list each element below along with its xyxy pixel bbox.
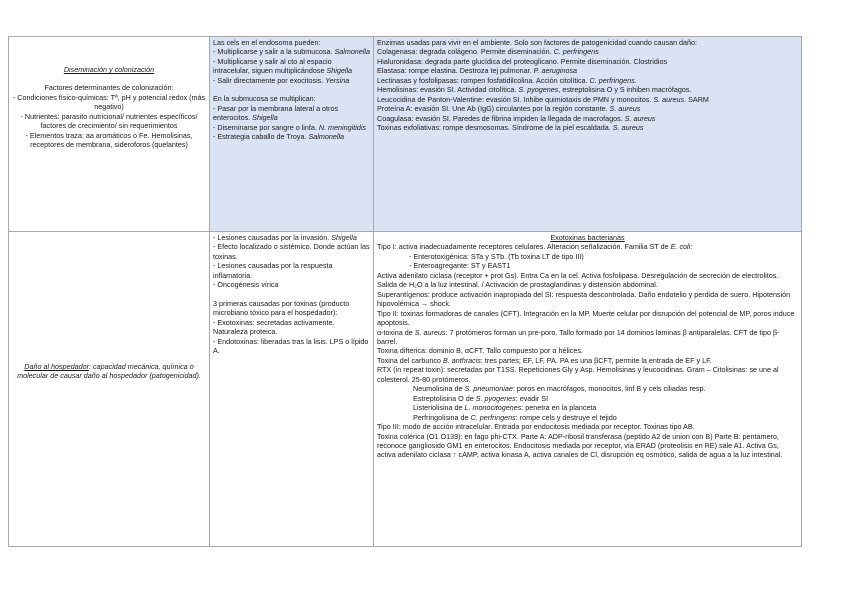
damage-cell <box>9 232 210 547</box>
text-line: Toxinas exfoliativas: rompe desmosomas. Síndrome de la piel escaldada. S. aureus <box>377 123 644 133</box>
text-line: Hialuronidasa: degrada parte glucídica del proteoglicano. Permite diseminación. Clostridios <box>377 56 668 66</box>
text-line: Enzimas usadas para vivir en el ambiente. Solo son factores de patogenicidad cuando causan daño: <box>377 38 698 47</box>
text-line: Tipo II: toxinas formadoras de canales (CFT). Integración en la MP. Muerte celular por disrupción del potencial de MP, poros induce apoptosis. <box>377 308 795 328</box>
species-name: N. meningitidis <box>318 122 367 132</box>
damage-desc: : capacidad mecánica, química o molecular de causar daño al hospedador (patogenicidad). <box>17 362 201 381</box>
text-line: - Endotoxinas: liberadas tras la lisis. LPS o lípido A. <box>213 336 369 355</box>
endosome-cell <box>210 37 374 232</box>
text-line: Lectinasas y fosfolipasas: rompen fosfatidilcolina. Acción citolítica. C. perfringens. <box>377 75 637 85</box>
text-line: - Pasar por la membrana lateral a otros enterocitos. Shigella <box>213 103 339 123</box>
text-line: - Diseminarse por sangre o linfa. N. meningitidis <box>213 122 367 132</box>
text-line: Toxina colérica (O1 O139): en fago phi-CTX. Parte A: ADP-ribosil transferasa (peptido A2 de union con B) Parte B: pentamero, reconoce gangliosido GM1 en enterocitos. Endocitosis mediada por receptor, vía ERAD (proteolisis en RE) sale A1. Activa Gs, activa adenilato ciclasa ↑ cAMP, activa kinasa A, activa canales de Cl, disrupción eq osmótico, salida de agua a la luz intestinal. <box>377 431 783 460</box>
species-name: S. pneumoniae <box>464 384 513 394</box>
species-name: S. aureus <box>612 123 644 133</box>
text-line: Listeriolisina de L. monocitogenes: penetra en la planceta <box>413 403 597 413</box>
text-line: Hemolisinas: evasión SI. Actividad citolítica. S. pyogenes, estreptolisina O y S inhiben macrófagos. <box>377 85 692 95</box>
text-line: RTX (in repeat toxin): secretadas por T1SS. Repeticiones Gly y Asp. Hemolisinas y leucocidinas. Gram – Citolisinas: se une al colesterol. 25-80 protómeros. <box>377 365 779 384</box>
factors-title: Factores determinantes de colonización: <box>44 83 174 93</box>
spacer <box>213 290 370 299</box>
table-row <box>9 232 802 547</box>
species-name: S. aureus <box>414 327 446 337</box>
text-line: Tipo I: activa inadecuadamente receptores celulares. Alteración señalización. Familia ST de E. coli: <box>377 242 693 252</box>
enzymes-cell <box>374 37 802 232</box>
text-line: Las cels en el endosoma pueden: <box>213 38 321 47</box>
text-line: Proteína A: evasión SI. Une Ab (IgG) circulantes por la región constante. S. aureus <box>377 104 641 114</box>
species-name: S. aureus <box>653 94 685 104</box>
species-name: B. anthracis <box>442 355 481 365</box>
species-name: Shigella <box>331 233 357 242</box>
text-line: Leucocidina de Panton-Valentine: evasión SI. Inhibe quimiotaxis de PMN y monocitos. S. aureus. SARM <box>377 94 709 104</box>
exotoxins-title: Exotoxinas bacterianas <box>550 233 625 242</box>
text-line: - Salir directamente por exocitosis. Yersina <box>213 75 350 85</box>
species-name: Shigella <box>326 66 353 76</box>
text-line: - Multiplicarse y salir al cto al espacio intracelular, siguen multiplicándose Shigella <box>213 56 353 76</box>
text-line: - Oncogénesis vírica <box>213 280 279 290</box>
text-line: α-toxina de S. aureus: 7 protómeros forman un pre-poro. Tallo formado por 14 dominos laminas β antiparalelas. CFT de tipo β-barrel. <box>377 327 780 346</box>
content-table <box>8 36 802 547</box>
species-name: Shigella <box>252 113 278 123</box>
species-name: S. pyogenes <box>475 393 516 403</box>
text-line: En la submucosa se multiplican: <box>213 94 316 104</box>
text-line: - Exotoxinas: secretadas activamente. Naturaleza proteica. <box>213 317 335 337</box>
text-line: - Enterotoxigénica: STa y STb. (Tb toxina LT de tipo III) <box>409 251 584 261</box>
species-name: S. pyogenes <box>518 85 559 95</box>
species-name: C. perfringens <box>470 412 516 422</box>
colonization-cell <box>9 37 210 232</box>
species-name: Salmonella <box>334 47 370 57</box>
damage-text <box>12 362 206 381</box>
text-line: - Lesiones causadas por la respuesta inflamatoria. <box>213 261 333 280</box>
exotoxins-cell <box>374 232 802 547</box>
text-line: Tipo III: modo de acción intracelular. Entrada por endocitosis mediada por receptor. Toxinas tipo AB. <box>377 422 695 432</box>
species-name: Salmonella <box>308 132 345 142</box>
text-line: Activa adenilato ciclasa (receptor + prot Gs). Entra Ca en la cel. Activa fosfolipasa. Desregulación de secreción de electrolitos. Salida de H₂O a la luz intestinal. / Activación de prostaglandinas y distensión abdominal. <box>377 270 779 290</box>
species-name: P. aeruginosa <box>533 66 578 76</box>
text-line: Neumolisina de S. pneumoniae: poros en macrófagos, monocitos, linf B y cels ciliadas resp. <box>413 384 706 394</box>
colonization-heading: Diseminación y colonización <box>63 65 155 74</box>
text-line: - Multiplicarse y salir a la submucosa. Salmonella <box>213 47 370 57</box>
text-line: - Enteroagregante: ST y EAST1 <box>409 261 511 271</box>
species-name: S. aureus <box>624 113 656 123</box>
text-line: - Efecto localizado o sistémico. Donde actúan las toxinas. <box>213 242 370 261</box>
text-line: Perfringolisina de C. perfringens: rompe cels y destruye el tejido <box>413 412 617 422</box>
text-line: Toxina difterica: dominio B, αCFT. Tallo compuesto por α hélices. <box>377 346 583 356</box>
species-name: Yersina <box>325 75 350 85</box>
table-row <box>9 37 802 232</box>
text-line: - Estrategia caballo de Troya. Salmonella <box>213 132 345 142</box>
species-name: S. aureus <box>609 104 641 114</box>
lesions-cell <box>210 232 374 547</box>
species-name: C. perfringens <box>553 47 599 57</box>
spacer <box>213 85 370 94</box>
factors-list: - Condiciones físico-químicas: Tª, pH y potencial redox (más negativo) - Nutrientes: parasito nutricional/ nutrientes específicos/ factores de crecimiento/ sin requerimientos - Elementos traza: aa aromáticos o Fe. Hemolisinas, receptores de membrana, sideroforos (quelantes) <box>12 92 206 150</box>
species-name: C. perfringens. <box>589 75 637 85</box>
text-line: Coagulasa: evasión SI. Paredes de fibrina impiden la llegada de macrofagos. S. aureus <box>377 113 656 123</box>
species-name: E. coli <box>670 242 691 252</box>
species-name: L. monocitogenes <box>464 403 522 413</box>
text-line: Elastasa: rompe elastina. Destroza tej pulmonar. P. aeruginosa <box>377 66 578 76</box>
text-line: Colagenasa: degrada colágeno. Permite diseminación. C. perfringens <box>377 47 599 57</box>
text-line: Estreptolisina O de S. pyogenes: evadir SI <box>413 393 549 403</box>
text-line: 3 primeras causadas por toxinas (producto microbiano tóxico para el hospedador): <box>213 298 350 318</box>
text-line: Toxina del carbunco B. anthracis: tres partes; EF, LF, PA. PA es una βCFT, permite la entrada de EF y LF. <box>377 355 712 365</box>
damage-heading: Daño al hospedador <box>24 362 90 371</box>
text-line: - Lesiones causadas por la invasión. Shigella <box>213 233 357 242</box>
text-line: Superantígenos: produce activación inapropiada del SI: respuesta descontrolada. Daño endotelio y perdida de suero. Hipotensión hipovolémica → shock. <box>377 289 791 309</box>
